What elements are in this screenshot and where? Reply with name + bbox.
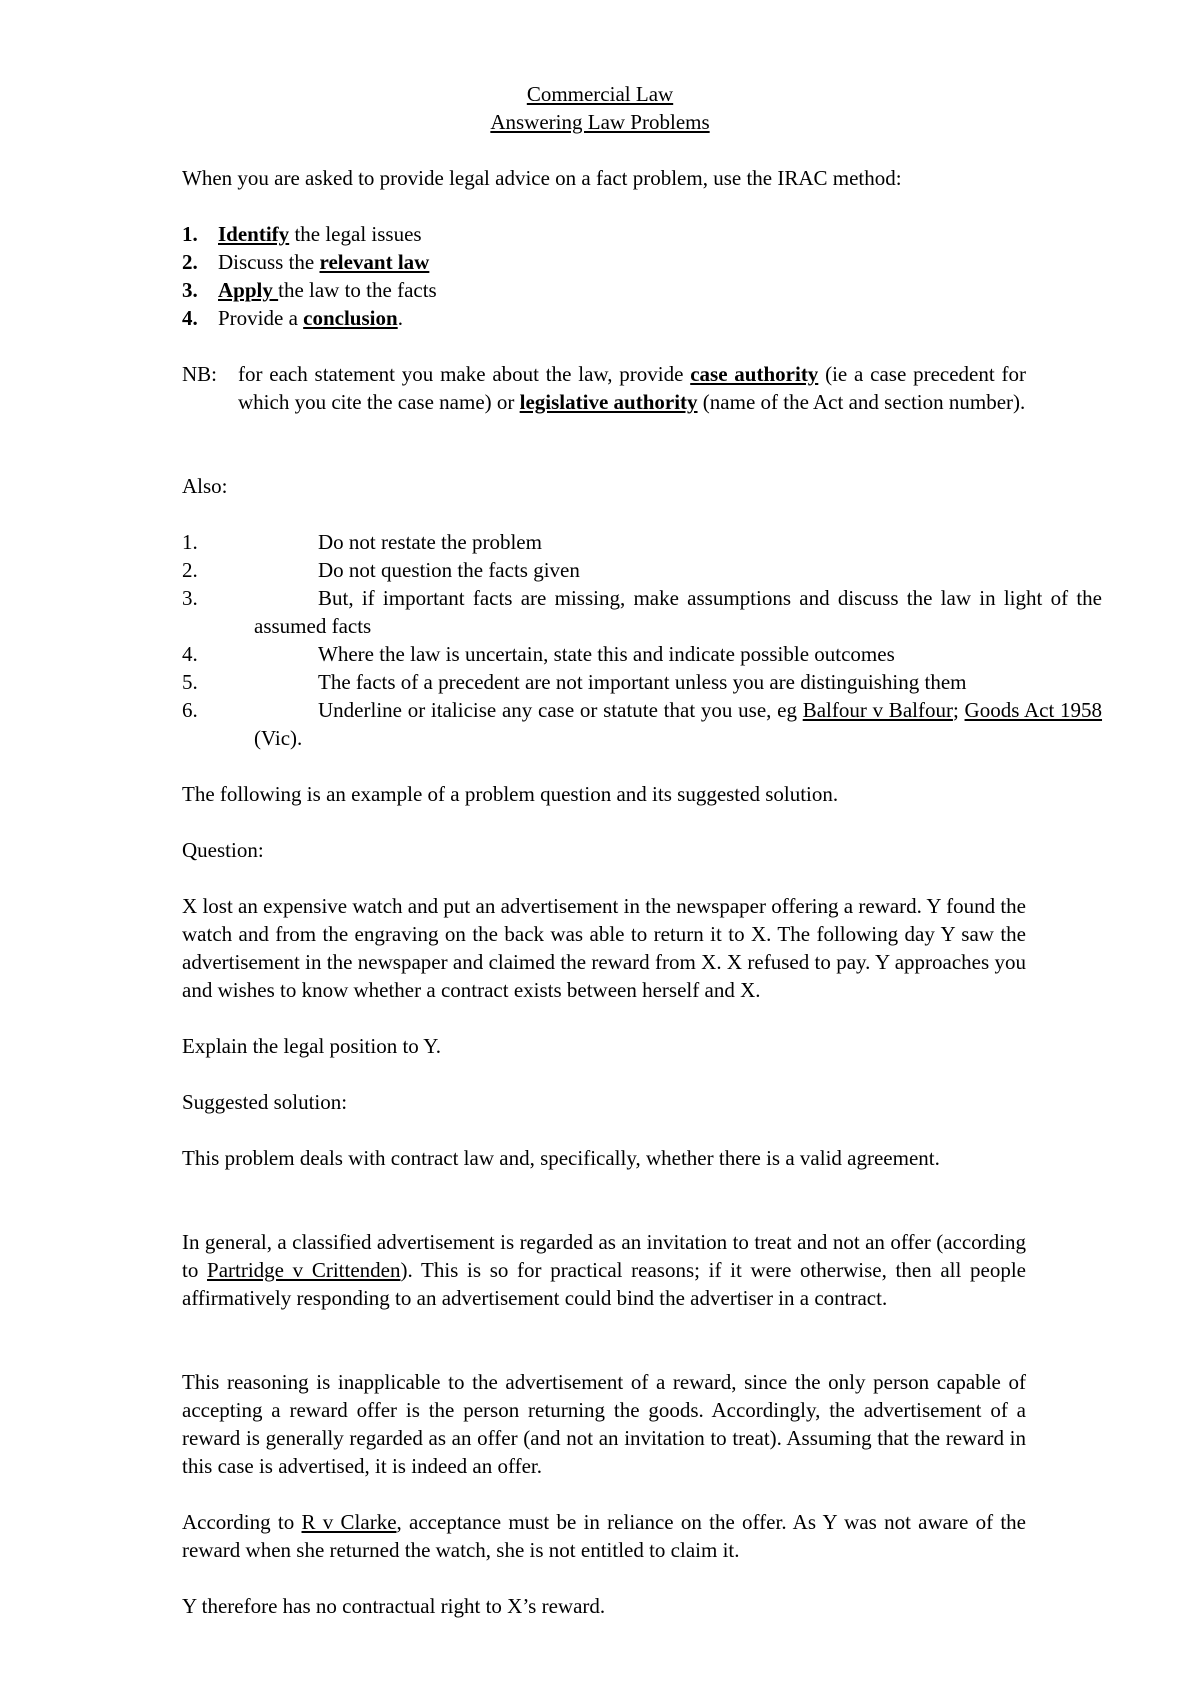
irac-keyword: Apply — [218, 278, 279, 302]
list-number: 4. — [182, 642, 198, 666]
solution-paragraph-2: In general, a classified advertisement is regarded as an invitation to treat and not an offer (according to Partridge v Crittenden). This is so for practical reasons; if it were otherwise, then all people affirmatively responding to an advertisement could bind the advertiser in a contract. — [182, 1230, 1026, 1310]
irac-item-law: 2. Discuss the relevant law — [182, 250, 430, 274]
solution-paragraph-1: This problem deals with contract law and, specifically, whether there is a valid agreement. — [182, 1146, 940, 1170]
irac-item-identify: 1. Identify the legal issues — [182, 222, 422, 246]
case-authority-term: case authority — [690, 362, 819, 386]
irac-list — [182, 220, 1024, 332]
list-item: Do not question the facts given — [318, 558, 580, 582]
list-item: Where the law is uncertain, state this and indicate possible outcomes — [318, 642, 895, 666]
case-citation: R v Clarke — [301, 1510, 397, 1534]
solution-label: Suggested solution: — [182, 1090, 348, 1114]
irac-item-conclusion: 4. Provide a conclusion. — [182, 306, 403, 330]
list-number: 2. — [182, 558, 198, 582]
legislative-authority-term: legislative authority — [519, 390, 698, 414]
irac-item-apply: 3. Apply the law to the facts — [182, 278, 437, 302]
list-number: 6. — [182, 698, 198, 722]
intro-paragraph: When you are asked to provide legal advice on a fact problem, use the IRAC method: — [182, 166, 902, 190]
case-citation: Partridge v Crittenden — [207, 1258, 401, 1282]
solution-conclusion: Y therefore has no contractual right to X’s reward. — [182, 1594, 606, 1618]
list-item: Do not restate the problem — [318, 530, 542, 554]
question-explain: Explain the legal position to Y. — [182, 1034, 441, 1058]
irac-keyword: relevant law — [319, 250, 430, 274]
also-label: Also: — [182, 474, 228, 498]
list-item: Underline or italicise any case or statute that you use, eg Balfour v Balfour; Goods Act 1958 (Vic). — [254, 698, 1103, 750]
irac-keyword: Identify — [218, 222, 290, 246]
nb-paragraph: for each statement you make about the law, provide case authority (ie a case precedent for which you cite the case name) or legislative authority (name of the Act and section number). — [238, 362, 1026, 414]
list-item: The facts of a precedent are not important unless you are distinguishing them — [318, 670, 967, 694]
list-item: But, if important facts are missing, make assumptions and discuss the law in light of the assumed facts — [254, 586, 1102, 638]
list-number: 3. — [182, 586, 198, 610]
example-intro: The following is an example of a problem question and its suggested solution. — [182, 782, 839, 806]
solution-paragraph-3: This reasoning is inapplicable to the advertisement of a reward, since the only person capable of accepting a reward offer is the person returning the goods. Accordingly, the advertisement of a reward is generally regarded as an offer (and not an invitation to treat). Assuming that the reward in this case is advertised, it is indeed an offer. — [182, 1370, 1026, 1478]
document-title: Commercial Law — [526, 82, 674, 106]
solution-paragraph-4: According to R v Clarke, acceptance must be in reliance on the offer. As Y was not aware of the reward when she returned the watch, she is not entitled to claim it. — [182, 1510, 1026, 1562]
question-label: Question: — [182, 838, 264, 862]
nb-label: NB: — [182, 362, 218, 386]
document-subtitle: Answering Law Problems — [490, 110, 710, 134]
case-citation: Balfour v Balfour — [802, 698, 953, 722]
statute-citation: Goods Act 1958 — [964, 698, 1103, 722]
list-number: 5. — [182, 670, 198, 694]
list-number: 1. — [182, 530, 198, 554]
irac-keyword: conclusion — [303, 306, 398, 330]
question-text: X lost an expensive watch and put an advertisement in the newspaper offering a reward. Y found the watch and from the engraving on the back was able to return it to X. The following day Y saw the advertisement in the newspaper and claimed the reward from X. X refused to pay. Y approaches you and wishes to know whether a contract exists between herself and X. — [182, 894, 1026, 1002]
